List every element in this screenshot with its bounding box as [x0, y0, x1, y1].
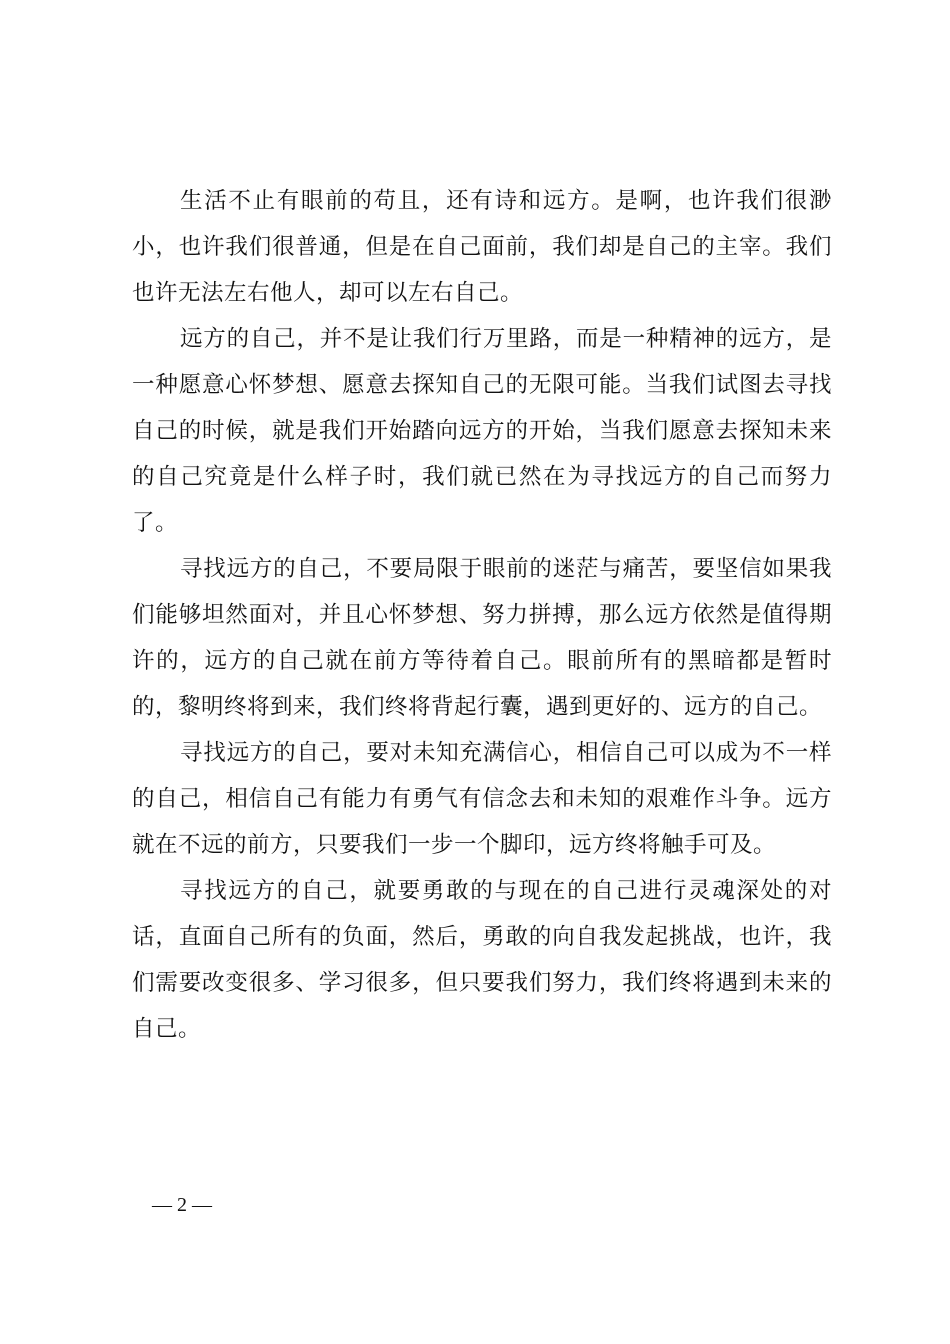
paragraph-1: 生活不止有眼前的苟且，还有诗和远方。是啊，也许我们很渺小，也许我们很普通，但是在自己面前，我们却是自己的主宰。我们也许无法左右他人，却可以左右自己。: [132, 188, 832, 306]
paragraph-4: 寻找远方的自己，要对未知充满信心，相信自己可以成为不一样的自己，相信自己有能力有勇气有信念去和未知的艰难作斗争。远方就在不远的前方，只要我们一步一个脚印，远方终将触手可及。: [132, 740, 832, 858]
paragraph-5: 寻找远方的自己，就要勇敢的与现在的自己进行灵魂深处的对话，直面自己所有的负面，然后，勇敢的向自我发起挑战，也许，我们需要改变很多、学习很多，但只要我们努力，我们终将遇到未来的自己。: [132, 878, 832, 1042]
body-text: [132, 178, 832, 1052]
paragraph-2: 远方的自己，并不是让我们行万里路，而是一种精神的远方，是一种愿意心怀梦想、愿意去探知自己的无限可能。当我们试图去寻找自己的时候，就是我们开始踏向远方的开始，当我们愿意去探知未来的自己究竟是什么样子时，我们就已然在为寻找远方的自己而努力了。: [132, 326, 832, 536]
paragraph-3: 寻找远方的自己，不要局限于眼前的迷茫与痛苦，要坚信如果我们能够坦然面对，并且心怀梦想、努力拼搏，那么远方依然是值得期许的，远方的自己就在前方等待着自己。眼前所有的黑暗都是暂时的，黎明终将到来，我们终将背起行囊，遇到更好的、远方的自己。: [132, 556, 832, 720]
page-number: — 2 —: [152, 1194, 212, 1216]
